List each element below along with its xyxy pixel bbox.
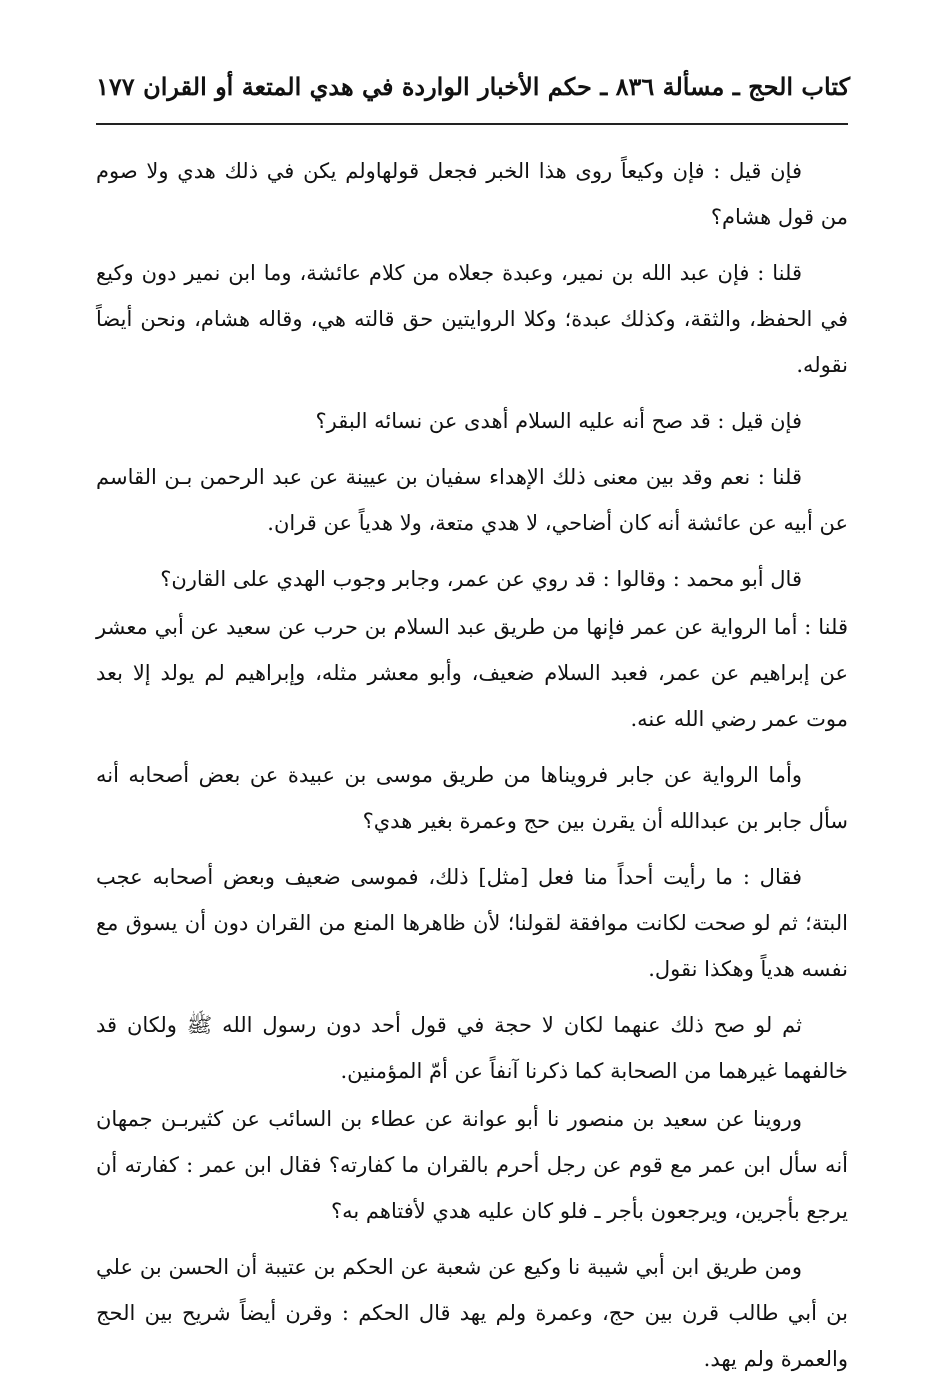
paragraph: قلنا : نعم وقد بين معنى ذلك الإهداء سفيان بن عيينة عن عبد الرحمن بـن القاسم عن أبيه عن عائشة أنه كان أضاحي، لا هدي متعة، ولا هدياً عن قران. [96, 465, 848, 535]
paragraph: فإن قيل : قد صح أنه عليه السلام أهدى عن نسائه البقر؟ [315, 409, 802, 433]
header-divider [96, 123, 848, 125]
paragraph: قلنا : أما الرواية عن عمر فإنها من طريق عبد السلام بن حرب عن سعيد عن أبي معشر عن إبراهيم عن عمر، فعبد السلام ضعيف، وأبو معشر مثله، وإبراهيم لم يولد إلا بعد موت عمر رضي الله عنه. [96, 615, 848, 731]
page-number: ١٧٧ [96, 72, 135, 101]
paragraph: فإن قيل : فإن وكيعاً روى هذا الخبر فجعل قولهاولم يكن في ذلك هدي ولا صوم من قول هشام؟ [96, 159, 848, 229]
paragraph: ومن طريق ابن أبي شيبة نا وكيع عن شعبة عن الحكم بن عتيبة أن الحسن بن علي بن أبي طالب قرن بين حج، وعمرة ولم يهد قال الحكم : وقرن أيضاً شريح بين الحج والعمرة ولم يهد. [96, 1255, 848, 1371]
paragraph: قلنا : فإن عبد الله بن نمير، وعبدة جعلاه من كلام عائشة، وما ابن نمير دون وكيع في الحفظ، والثقة، وكذلك عبدة؛ وكلا الروايتين حق قالته هي، وقاله هشام، ونحن أيضاً نقوله. [96, 261, 848, 377]
paragraph: قال أبو محمد : وقالوا : قد روي عن عمر، وجابر وجوب الهدي على القارن؟ [160, 567, 802, 591]
page-body [96, 148, 848, 1392]
paragraph: وروينا عن سعيد بن منصور نا أبو عوانة عن عطاء بن السائب عن كثيربـن جمهان أنه سأل ابن عمر مع قوم عن رجل أحرم بالقران ما كفارته؟ فقال ابن عمر : كفارته أن يرجع بأجرين، ويرجعون بأجر ـ فلو كان عليه هدي لأفتاهم به؟ [96, 1107, 848, 1223]
paragraph: فقال : ما رأيت أحداً منا فعل [مثل] ذلك، فموسى ضعيف وبعض أصحابه عجب البتة؛ ثم لو صحت لكانت موافقة لقولنا؛ لأن ظاهرها المنع من القران دون أن يسوق مع نفسه هدياً وهكذا نقول. [96, 865, 849, 981]
running-title: كتاب الحج ـ مسألة ٨٣٦ ـ حكم الأخبار الواردة في هدي المتعة أو القران [143, 72, 850, 101]
paragraph: وأما الرواية عن جابر فرويناها من طريق موسى بن عبيدة عن بعض أصحابه أنه سأل جابر بن عبدالله أن يقرن بين حج وعمرة بغير هدي؟ [96, 763, 848, 833]
paragraph: ثم لو صح ذلك عنهما لكان لا حجة في قول أحد دون رسول الله ﷺ ولكان قد خالفهما غيرهما من الصحابة كما ذكرنا آنفاً عن أمّ المؤمنين. [96, 1013, 848, 1083]
page-header [96, 72, 850, 112]
